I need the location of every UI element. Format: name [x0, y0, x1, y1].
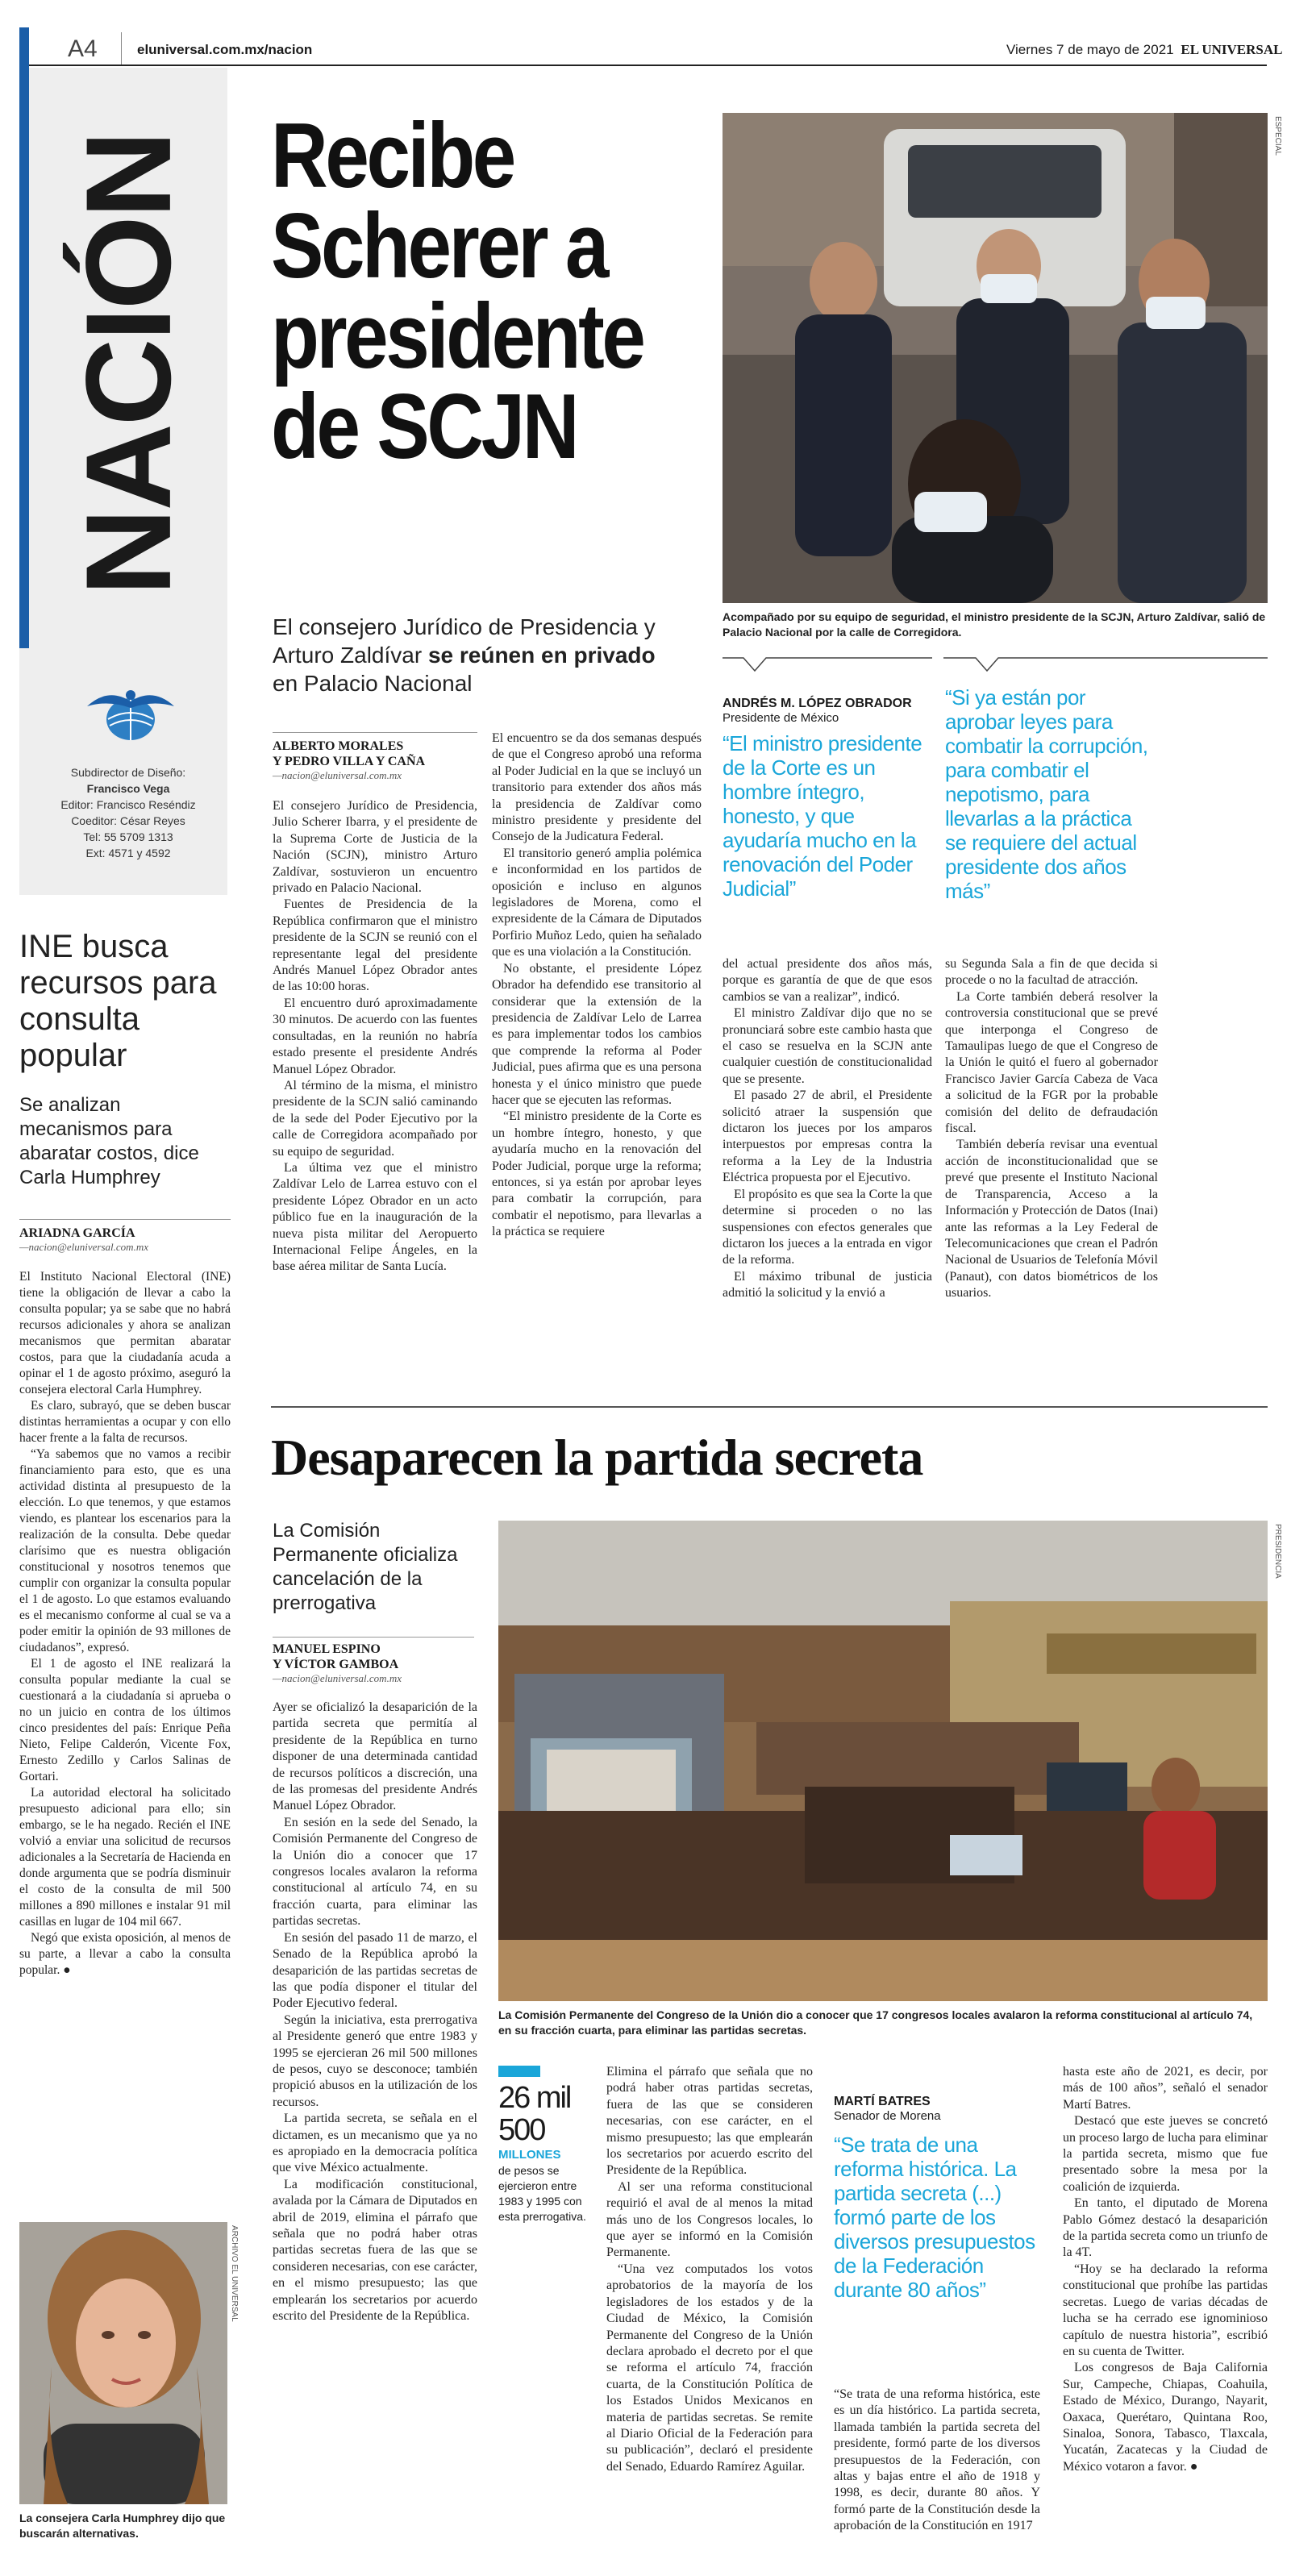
staff-credits [29, 764, 227, 861]
byline-rule [273, 732, 477, 733]
ine-photo-caption: La consejera Carla Humphrey dijo que buscarán alternativas. [19, 2511, 226, 2540]
story1-byline [273, 739, 477, 782]
paragraph: El consejero Jurídico de Presidencia, Julio Scherer Ibarra, y el presidente de la Suprema Corte de Justicia de la Nación (SCJN), ministro Arturo Zaldívar, sostuvieron un encuentro privado en Palacio Nacional. [273, 799, 477, 896]
deck-tail: en Palacio Nacional [273, 671, 473, 696]
story1-column-4 [945, 956, 1158, 1302]
paragraph: El 1 de agosto el INE realizará la consulta popular mediante la cual se cuestionará a la ciudadanía si aprueba o no un juicio en contra de los últimos cinco presidentes del país: Enrique Peña Nieto, Felipe Calderón, Vicente Fox, Ernesto Zedillo y Carlos Salinas de Gortari. [19, 1657, 231, 1783]
photo-credit: ESPECIAL [1273, 116, 1282, 156]
credit-line: Francisco Vega [86, 782, 170, 795]
story2-photo-caption: La Comisión Permanente del Congreso de la Unión dio a conocer que 17 congresos locales avalaron la reforma constitucional al artículo 74, en su fracción cuarta, para eliminar las partidas secretas. [498, 2008, 1253, 2037]
header-rule [19, 65, 1267, 66]
paragraph: Elimina el párrafo que señala que no podrá haber otras partidas secretas, fuera de las que se consideren necesarias, con ese carácter, en el mismo presupuesto; las que emplearán los secretarios por acuerdo escrito del Presidente de la República. [606, 2065, 813, 2178]
paragraph: El transitorio generó amplia polémica e inconformidad en los partidos de oposición e incluso en algunos legisladores de Morena, como el expresidente de la Cámara de Diputados Porfirio Muñoz Ledo, quien ha señalado que es una violación a la Constitución. [492, 846, 702, 959]
byline-email: —nacion@eluniversal.com.mx [19, 1241, 148, 1253]
quote3-role: Senador de Morena [834, 2109, 941, 2123]
headline-line: de SCJN [271, 376, 577, 478]
byline-rule [273, 1637, 474, 1638]
story2-byline [273, 1642, 474, 1685]
paragraph: No obstante, el presidente López Obrador ha defendido ese transitorio al considerar que la extensión de la presidencia de Zaldívar Lelo de Larrea es para implementar todos los cambios que comprende la reforma al Poder Judicial, pues afirma que es una persona honesta y el único ministro que puede hacer que se ejecuten las reformas. [492, 961, 702, 1107]
paragraph: El encuentro duró aproximadamente 30 minutos. De acuerdo con las fuentes consultadas, en la reunión no habría estado presente el presidente Andrés Manuel López Obrador. [273, 996, 477, 1076]
paragraph: Al ser una reforma constitucional requirió el aval de al menos la mitad más uno de los Congresos locales, lo que ayer se informó en la Comisión Permanente. [606, 2179, 813, 2260]
quote2-text: “Si ya están por aprobar leyes para combatir la corrupción, para combatir el nepotismo, para llevarlas a la práctica se requiere del actual presidente dos años más” [945, 685, 1148, 903]
header-divider [121, 32, 122, 65]
story2-headline: Desaparecen la partida secreta [271, 1429, 923, 1486]
paragraph: del actual presidente dos años más, porque es garantía de que de que esos cambios se van a realizar”, indicó. [723, 957, 932, 1004]
paragraph: “Hoy se ha declarado la reforma constitucional que prohíbe las partidas secretas. Luego de varias décadas de lucha se ha cerrado ese ignominioso capítulo de nuestra historia”, escribió en su cuenta de Twitter. [1063, 2262, 1268, 2358]
section-title [29, 114, 227, 614]
paragraph: “El ministro presidente de la Corte es un hombre íntegro, honesto, y que ayudaría mucho en la renovación del Poder Judicial, porque urge la reforma; entonces, si ya están por aprobar leyes para combatir la corrupción, para combatir el nepotismo, para llevarlas a la práctica se requiere [492, 1109, 702, 1239]
paragraph: Fuentes de Presidencia de la República confirmaron que el ministro presidente de la SCJN se reunió con el representante legal del presidente Andrés Manuel López Obrador antes de las 10:00 horas. [273, 897, 477, 994]
quote1-role: Presidente de México [723, 711, 839, 725]
paragraph: Los congresos de Baja California Sur, Campeche, Chiapas, Coahuila, Estado de México, Durango, Nayarit, Oaxaca, Querétaro, Quintana Roo, Sinaloa, Sonora, Tabasco, Tlaxcala, Yucatán, Zacatecas y la Ciudad de México votaron a favor. ● [1063, 2361, 1268, 2474]
credit-line: Coeditor: César Reyes [71, 814, 185, 827]
paragraph: La modificación constitucional, avalada por la Cámara de Diputados en abril de 2019, elimina el párrafo que señala que no podrá haber otras partidas secretas fuera de las que se consideren necesarias, con ese carácter, en el mismo presupuesto; las que emplearán los secretarios por acuerdo escrito del Presidente de la República. [273, 2177, 477, 2324]
story1-headline [271, 105, 660, 478]
credit-line: Tel: 55 5709 1313 [83, 830, 173, 843]
story1-column-2 [492, 730, 702, 1241]
paragraph: El encuentro se da dos semanas después de que el Congreso aprobó una reforma al Poder Judicial en la que se incluyó un transitorio para extender dos años más la presidencia de Zaldívar como ministro presidente y presidente del Consejo de la Judicatura Federal. [492, 731, 702, 844]
byline-email: —nacion@eluniversal.com.mx [273, 769, 402, 781]
paragraph: El Instituto Nacional Electoral (INE) tiene la obligación de llevar a cabo la consulta popular; ya se sabe que no habrá recursos adicionales y ahora se analizan mecanismos que permitan abaratar costos, para que la ciudadanía acuda a opinar el 1 de agosto próximo, aseguró la consejera electoral Carla Humphrey. [19, 1270, 231, 1396]
byline-line: Y VÍCTOR GAMBOA [273, 1658, 399, 1671]
paragraph: Destacó que este jueves se concretó un proceso largo de lucha para eliminar la partida secreta, mismo que fue presentado sobre la mesa por la coalición de izquierda. [1063, 2114, 1268, 2194]
paragraph: Según la iniciativa, esta prerrogativa al Presidente generó que entre 1983 y 1995 se ejercieran 26 mil 500 millones de pesos, cuyo se desconoce; también propició abusos en la utilización de los recursos. [273, 2012, 477, 2109]
stat-number: 26 mil 500 [498, 2081, 571, 2147]
story1-deck [273, 613, 676, 697]
story1-photo-caption: Acompañado por su equipo de seguridad, el ministro presidente de la SCJN, Arturo Zaldívar, salió de Palacio Nacional por la calle de Corregidora. [723, 610, 1266, 639]
credit-line: Editor: Francisco Reséndiz [60, 798, 196, 811]
paragraph: “Una vez computados los votos aprobatorios de la mayoría de los legisladores de los estados y de la Ciudad de México, la Comisión Permanente del Congreso de la Unión declara aprobado el decreto por el que se reforma el artículo 74, fracción cuarta, de la Constitución Política de los Estados Unidos Mexicanos en materia de partidas secretas. Se remite al Diario Oficial de la Federación para su publicación”, declaró el presidente del Senado, Eduardo Ramírez Aguilar. [606, 2262, 813, 2474]
section-url: eluniversal.com.mx/nacion [137, 42, 313, 57]
quote3-text: “Se trata de una reforma histórica. La partida secreta (...) formó parte de los diversos presupuestos de la Federación durante 80 años” [834, 2133, 1035, 2302]
headline-line: Recibe [271, 105, 514, 207]
quote3-name: MARTÍ BATRES [834, 2095, 931, 2108]
story1-column-1 [273, 798, 477, 1276]
paragraph: La partida secreta, se señala en el dictamen, es un mecanismo que ya no es apropiado en la democracia política que vive México actualmente. [273, 2112, 477, 2175]
sidebar-accent-bar [19, 27, 29, 648]
section-title-text: NACIÓN [60, 133, 196, 596]
paragraph: En sesión del pasado 11 de marzo, el Senado de la República aprobó la desaparición de las partidas secretas de las que podía disponer el titular del Poder Ejecutivo federal. [273, 1930, 477, 2011]
paragraph: El máximo tribunal de justicia admitió la solicitud y la envió a [723, 1269, 932, 1300]
page-number: A4 [68, 35, 98, 62]
story2-column-2 [606, 2064, 813, 2475]
headline-line: presidente [271, 285, 643, 388]
paragraph: su Segunda Sala a fin de que decida si procede o no la facultad de atracción. [945, 957, 1158, 988]
quote1-text: “El ministro presidente de la Corte es un hombre íntegro, honesto, y que ayudaría mucho en la renovación del Poder Judicial” [723, 731, 922, 901]
stat-box [498, 2066, 587, 2224]
quote1-name: ANDRÉS M. LÓPEZ OBRADOR [723, 697, 912, 710]
ine-deck: Se analizan mecanismos para abaratar costos, dice Carla Humphrey [19, 1094, 199, 1188]
headline-line: Scherer a [271, 195, 606, 298]
paragraph: “Ya sabemos que no vamos a recibir financiamiento para esto, que es una actividad distinta al presupuesto de la elección. Lo que tenemos, y que estamos viendo, es plantear los escenarios para la realización de la consulta. Debe quedar clarísimo que es nuestra obligación constitucional y nosotros tenemos que cumplir con organizar la consulta popular el 1 de agosto. Lo que estamos evaluando es el mecanismo conforme al cual se va a poder emitir la opinión de 93 millones de ciudadanos”, expresó. [19, 1447, 231, 1654]
byline-rule [19, 1219, 231, 1220]
paragraph: El pasado 27 de abril, el Presidente solicitó atraer la suspensión que dictaron los jueces por los amparos interpuestos por empresas contra la reforma a la Ley de la Industria Eléctrica propuesta por el Ejecutivo. [723, 1088, 932, 1185]
credit-line: Subdirector de Diseño: [70, 766, 186, 779]
eagle-globe-icon [84, 682, 177, 743]
story1-photo [723, 113, 1268, 603]
story2-photo [498, 1521, 1268, 2001]
deck-plain: El consejero Jurídico de Presidencia y Arturo Zaldívar [273, 614, 656, 668]
quote2-pointer [943, 655, 1268, 674]
credit-line: Ext: 4571 y 4592 [85, 847, 171, 859]
story-divider [271, 1406, 1268, 1408]
story2-column-3 [834, 2387, 1040, 2535]
paragraph: En sesión en la sede del Senado, la Comisión Permanente del Congreso de la Unión dio a conocer que 17 congresos locales avalaron la reforma constitucional al artículo 74, en su fracción cuarta, para eliminar las partidas secretas. [273, 1815, 477, 1929]
byline-line: ALBERTO MORALES [273, 739, 404, 753]
date-text: Viernes 7 de mayo de 2021 [1006, 42, 1174, 57]
paragraph: La autoridad electoral ha solicitado presupuesto adicional para ello; sin embargo, se le ha negado. Recién el INE volvió a enviar una solicitud de recursos adicionales a la Secretaría de Hacienda en donde argumenta que se podría disminuir el costo de la consulta de mil 500 millones a 890 millones e instalar 91 mil casillas en lugar de 104 mil 667. [19, 1786, 231, 1929]
story2-column-1 [273, 1700, 477, 2324]
byline-line: ARIADNA GARCÍA [19, 1226, 135, 1240]
paragraph: Ayer se oficializó la desaparición de la partida secreta que permitía al presidente de la República en turno disponer de una determinada cantidad de recursos políticos a discreción, una de las promesas del presidente Andrés Manuel López Obrador. [273, 1700, 477, 1813]
story1-column-3 [723, 956, 932, 1302]
ine-photo [19, 2222, 227, 2504]
ine-body [19, 1269, 231, 1979]
stat-accent [498, 2066, 540, 2077]
byline-email: —nacion@eluniversal.com.mx [273, 1672, 402, 1684]
quote1-block [723, 697, 932, 901]
paper-name: EL UNIVERSAL [1181, 42, 1283, 57]
paragraph: El propósito es que sea la Corte la que determine si proceden o no las suspensiones con efectos generales que dictaron los jueces a la entrada en vigor de la reforma. [723, 1187, 932, 1267]
paragraph: hasta este año de 2021, es decir, por más de 100 años”, señaló el senador Martí Batres. [1063, 2065, 1268, 2112]
story2-column-4 [1063, 2064, 1268, 2475]
byline-line: Y PEDRO VILLA Y CAÑA [273, 755, 426, 768]
ine-byline [19, 1226, 231, 1254]
paragraph: El ministro Zaldívar dijo que no se pronunciará sobre este cambio hasta que el caso se resuelva en la SCJN ante cualquier cuestión de constitucionalidad que se presente. [723, 1006, 932, 1086]
quote1-pointer [723, 655, 932, 674]
photo-credit: ARCHIVO EL UNIVERSAL [230, 2225, 239, 2322]
paragraph: También debería revisar una eventual acción de inconstitucionalidad que se prevé que presente el Instituto Nacional de Transparencia, Acceso a la Información y Protección de Datos (Inai) ante las reformas a la Ley Federal de Telecomunicaciones que crean el Padrón Nacional de Usuarios de Telefonía Móvil (Panaut), con datos biométricos de los usuarios. [945, 1138, 1158, 1300]
ine-headline: INE busca recursos para consulta popular [19, 929, 217, 1073]
deck-bold: se reúnen en privado [427, 643, 656, 668]
paragraph: “Se trata de una reforma histórica, este es un día histórico. La partida secreta, llamada también la partida secreta del presidente, formó parte de los diversos presupuestos de la Federación, con altas y bajas entre el año de 1918 y 1998, es decir, durante 80 años. Y formó parte de la Constitución desde la aprobación de la Constitución en 1917 [834, 2387, 1040, 2533]
quote3-block [834, 2095, 1040, 2302]
stat-description: de pesos se ejercieron entre 1983 y 1995 con esta prerrogativa. [498, 2164, 586, 2223]
issue-date [1006, 42, 1282, 58]
byline-line: MANUEL ESPINO [273, 1642, 381, 1656]
photo-credit: PRESIDENCIA [1273, 1524, 1282, 1579]
story2-deck: La Comisión Permanente oficializa cancelación de la prerrogativa [273, 1520, 458, 1614]
paragraph: Al término de la misma, el ministro presidente de la SCJN salió caminando de la sede del Poder Ejecutivo por la calle de Corregidora acompañado por su equipo de seguridad. [273, 1078, 477, 1159]
stat-unit: MILLONES [498, 2148, 561, 2162]
paragraph: La última vez que el ministro Zaldívar Lelo de Larrea estuvo con el presidente López Obrador en un acto público fue en la inauguración de la nueva pista militar del Aeropuerto Internacional Felipe Ángeles, en la base aérea militar de Santa Lucía. [273, 1160, 477, 1274]
paragraph: En tanto, el diputado de Morena Pablo Gómez destacó la desaparición de la partida secreta como un triunfo de la 4T. [1063, 2196, 1268, 2260]
paragraph: La Corte también deberá resolver la controversia constitucional que se prevé que interponga el Congreso de Tamaulipas luego de que el Congreso de la Unión le quitó el fuero al gobernador Francisco Javier García Cabeza de Vaca a solicitud de la FGR por la probable comisión del delito de defraudación fiscal. [945, 989, 1158, 1136]
paragraph: Negó que exista oposición, al menos de su parte, a llevar a cabo la consulta popular. ● [19, 1931, 231, 1977]
paragraph: Es claro, subrayó, que se deben buscar distintas herramientas a ocupar y con ello hacer frente a la falta de recursos. [19, 1399, 231, 1445]
